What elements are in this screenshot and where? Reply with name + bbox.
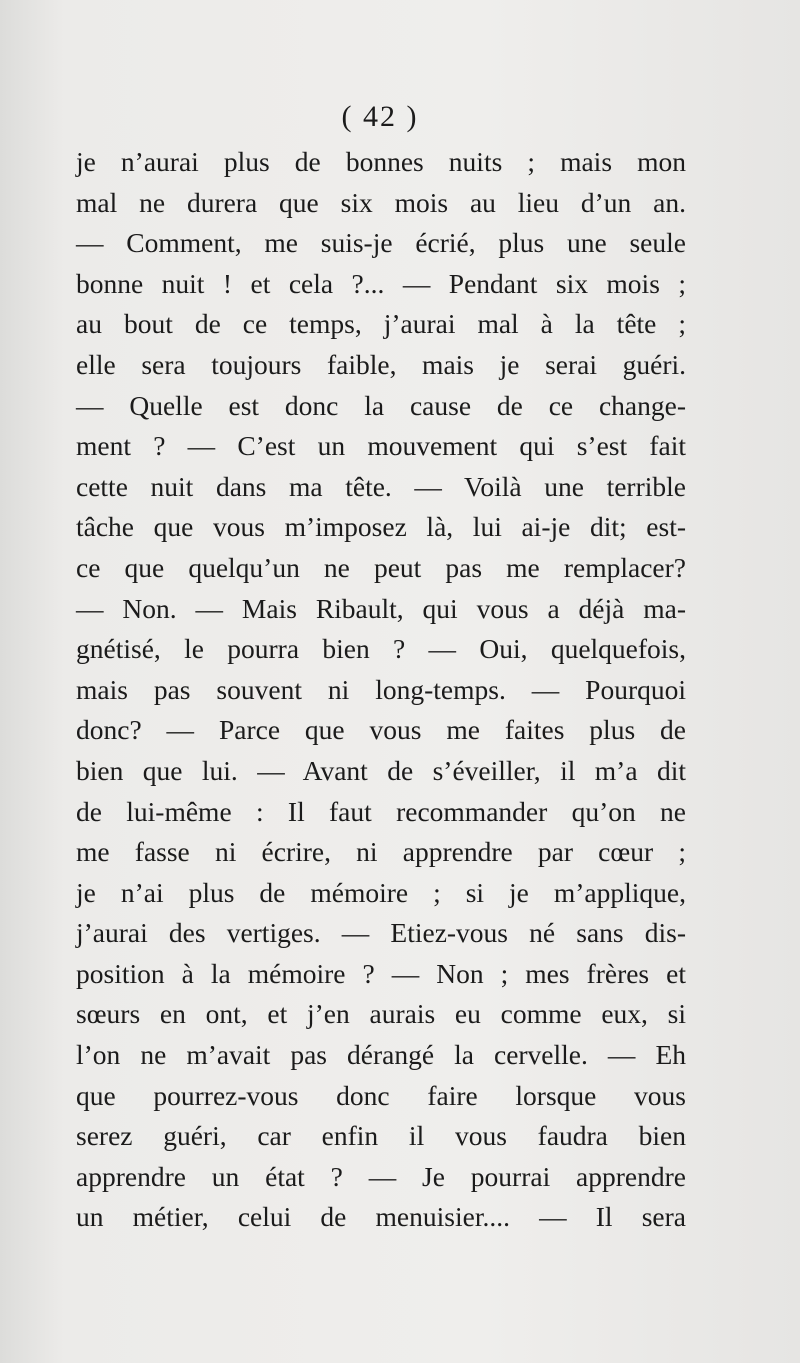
- text-line: — Quelle est donc la cause de ce change-: [76, 389, 686, 421]
- text-line: cette nuit dans ma tête. — Voilà une terrible: [76, 470, 686, 502]
- text-line: je n’aurai plus de bonnes nuits ; mais mon: [76, 146, 686, 177]
- text-line: ce que quelqu’un ne peut pas me remplacer?: [76, 551, 686, 583]
- text-line: bonne nuit ! et cela ?... — Pendant six mois ;: [76, 267, 686, 299]
- text-line: je n’ai plus de mémoire ; si je m’applique,: [76, 876, 686, 908]
- body-text: [76, 142, 686, 1238]
- page-number: ( 42 ): [341, 100, 419, 133]
- text-line: de lui-même : Il faut recommander qu’on ne: [76, 795, 686, 827]
- text-line: j’aurai des vertiges. — Etiez-vous né sans dis-: [76, 917, 686, 949]
- text-line: un métier, celui de menuisier.... — Il sera: [76, 1201, 686, 1233]
- text-line: tâche que vous m’imposez là, lui ai-je dit; est-: [76, 511, 686, 543]
- text-line: que pourrez-vous donc faire lorsque vous: [76, 1079, 686, 1111]
- text-line: ment ? — C’est un mouvement qui s’est fait: [76, 430, 686, 462]
- text-line: elle sera toujours faible, mais je serai guéri.: [76, 348, 686, 380]
- text-line: — Comment, me suis-je écrié, plus une seule: [76, 227, 686, 259]
- text-line: sœurs en ont, et j’en aurais eu comme eux, si: [76, 998, 686, 1030]
- text-line: — Non. — Mais Ribault, qui vous a déjà ma-: [76, 592, 686, 624]
- text-line: bien que lui. — Avant de s’éveiller, il m’a dit: [76, 754, 686, 786]
- text-line: apprendre un état ? — Je pourrai apprendre: [76, 1160, 686, 1192]
- text-line: donc? — Parce que vous me faites plus de: [76, 714, 686, 746]
- text-line: gnétisé, le pourra bien ? — Oui, quelquefois,: [76, 633, 686, 665]
- text-line: mal ne durera que six mois au lieu d’un an.: [76, 186, 686, 218]
- text-line: mais pas souvent ni long-temps. — Pourquoi: [76, 673, 686, 705]
- text-line: position à la mémoire ? — Non ; mes frères et: [76, 957, 686, 989]
- text-line: me fasse ni écrire, ni apprendre par cœur ;: [76, 836, 686, 868]
- text-line: au bout de ce temps, j’aurai mal à la tête ;: [76, 308, 686, 340]
- text-line: serez guéri, car enfin il vous faudra bien: [76, 1120, 686, 1152]
- text-line: l’on ne m’avait pas dérangé la cervelle. — Eh: [76, 1039, 686, 1071]
